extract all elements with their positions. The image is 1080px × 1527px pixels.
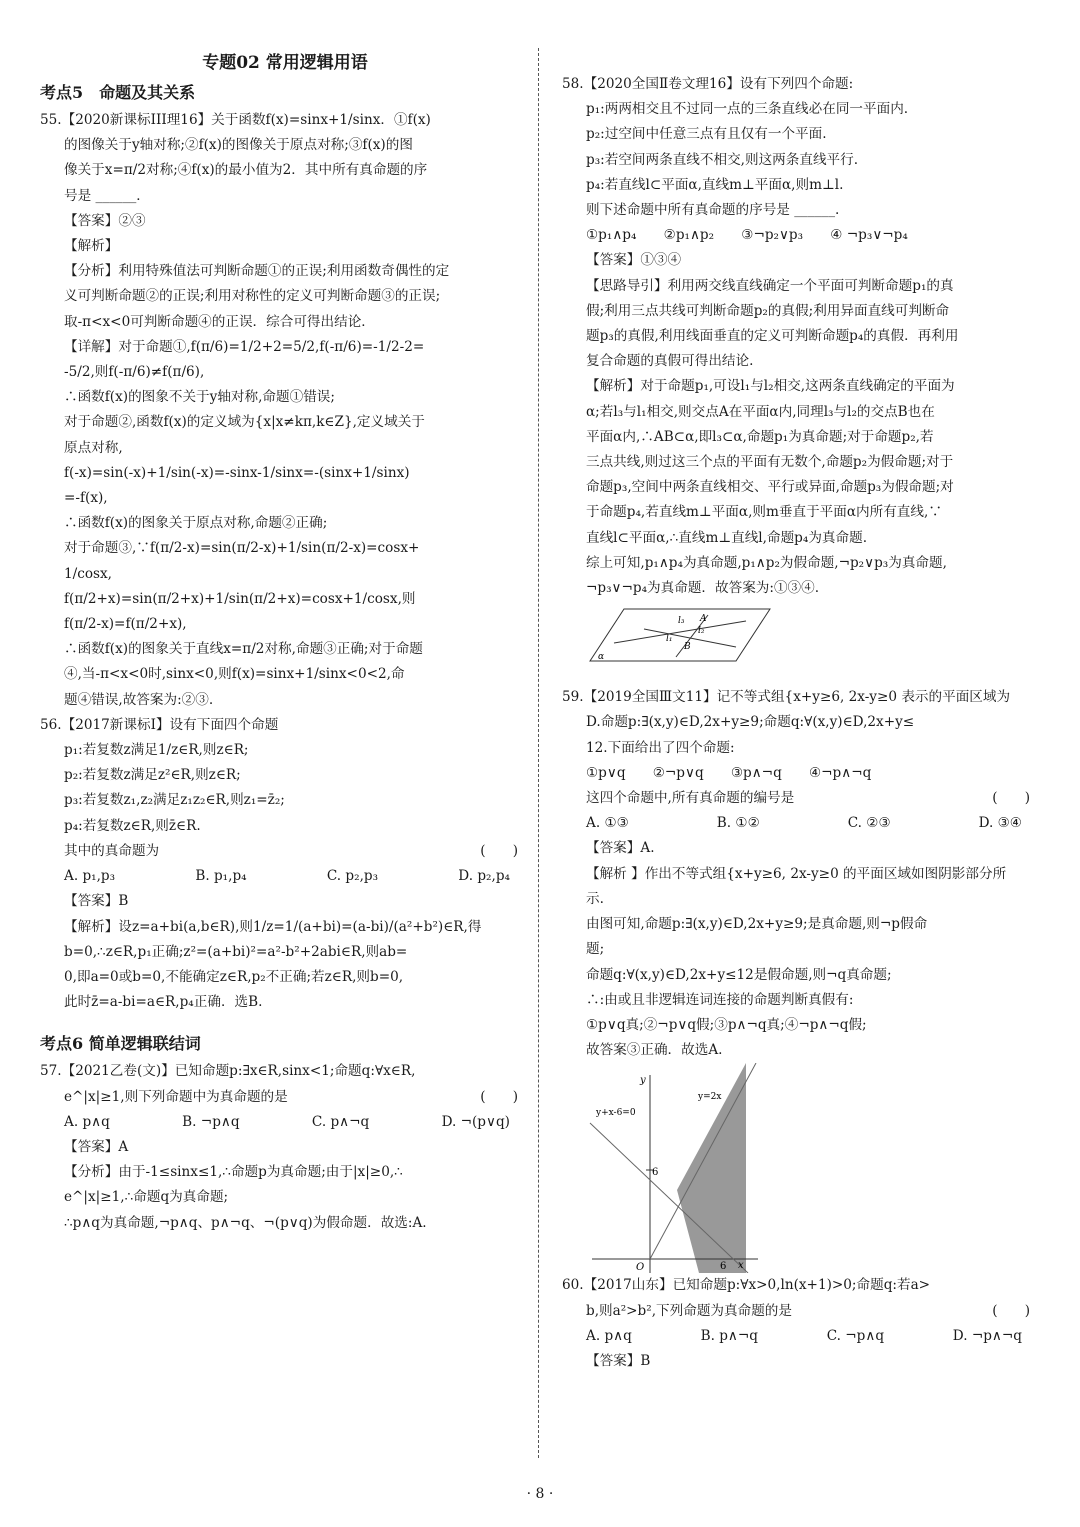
choice-b: B. ①② <box>716 815 760 832</box>
q56-solution: 此时z̄=a-bi=a∈R,p₄正确．选B. <box>64 994 263 1011</box>
q57-solution: 【分析】由于-1≤sinx≤1,∴命题p为真命题;由于|x|≥0,∴ <box>64 1164 403 1181</box>
q55-stem: 55.【2020新课标III理16】关于函数f(x)=sinx+1/sinx．①f(x) <box>40 112 431 128</box>
q59-solution: 题; <box>586 941 605 958</box>
label-l3: l₃ <box>678 616 685 627</box>
label-b: B <box>684 642 691 653</box>
q58-line: 【解析】对于命题p₁,可设l₁与l₂相交,这两条直线确定的平面为 <box>586 378 955 395</box>
q55-line: 1/cosx, <box>64 565 112 582</box>
question-57 <box>40 1059 530 1235</box>
q59-ask-row <box>562 786 1042 811</box>
q57-answer-paren: ( ) <box>480 1088 518 1105</box>
origin-label: O <box>636 1262 645 1274</box>
q57-ask-row <box>40 1085 530 1110</box>
choice-a: A. ①③ <box>586 815 629 832</box>
q59-stem: 59.【2019全国Ⅲ文11】记不等式组{x+y≥6, 2x-y≥0 表示的平面区域为 <box>562 689 1011 706</box>
page-title: 专题02 常用逻辑用语 <box>202 53 368 73</box>
q58-line: 【思路导引】利用两交线直线确定一个平面可判断命题p₁的真 <box>586 277 954 294</box>
q55-line: ∴函数f(x)的图象关于直线x=π/2对称,命题③正确;对于命题 <box>64 641 423 658</box>
q57-choices <box>40 1110 530 1135</box>
axis-x-label: x <box>738 1260 744 1272</box>
q58-line: 命题p₃,空间中两条直线相交、平行或异面,命题p₃为假命题;对 <box>586 479 954 496</box>
q55-line: 对于命题②,函数f(x)的定义域为{x|x≠kπ,k∈Z},定义域关于 <box>64 414 425 431</box>
choice-d: D. p₂,p₄ <box>458 868 510 885</box>
q59-ask: 这四个命题中,所有真命题的编号是 <box>586 790 795 807</box>
q55-line: f(-x)=sin(-x)+1/sin(-x)=-sinx-1/sinx=-(sinx+1/sinx) <box>64 464 410 481</box>
q59-line: D.命题p:∃(x,y)∈D,2x+y≥9;命题q:∀(x,y)∈D,2x+y≤ <box>586 714 915 731</box>
q59-solution: 命题q:∀(x,y)∈D,2x+y≤12是假命题,则¬q真命题; <box>586 966 892 983</box>
q58-line: 复合命题的真假可得出结论. <box>586 353 754 370</box>
q57-answer: 【答案】A <box>64 1138 129 1155</box>
label-alpha: α <box>598 652 605 663</box>
q59-solution: 【解析 】作出不等式组{x+y≥6, 2x-y≥0 的平面区域如图阴影部分所 <box>586 865 1007 882</box>
q55-line: -5/2,则f(-π/6)≠f(π/6), <box>64 364 205 381</box>
q57-solution: e^|x|≥1,∴命题q为真命题; <box>64 1189 229 1206</box>
choice-a: A. p₁,p₃ <box>64 868 116 885</box>
choice-d: D. ¬p∧¬q <box>952 1327 1022 1344</box>
q58-line: 综上可知,p₁∧p₄为真命题,p₁∧p₂为假命题,¬p₂∨p₃为真命题, <box>586 554 947 571</box>
choice-b: B. ¬p∧q <box>182 1113 240 1130</box>
q55-line: 原点对称, <box>64 439 123 456</box>
choice-c: C. ②③ <box>847 815 891 832</box>
tick-x-6: 6 <box>720 1261 727 1273</box>
q56-proposition: p₃:若复数z₁,z₂满足z₁z₂∈R,则z₁=z̄₂; <box>64 792 285 809</box>
question-55 <box>40 108 530 713</box>
q60-answer-paren: ( ) <box>992 1302 1030 1319</box>
q57-ask: e^|x|≥1,则下列命题中为真命题的是 <box>64 1088 288 1105</box>
q60-ask: b,则a²>b²,下列命题为真命题的是 <box>586 1302 792 1319</box>
question-58 <box>562 72 1042 671</box>
q58-line: 题p₃的真假,利用线面垂直的定义可判断命题p₄的真假．再利用 <box>586 328 959 345</box>
q56-choices <box>40 864 530 889</box>
q55-line: 对于命题③,∵f(π/2-x)=sin(π/2-x)+1/sin(π/2-x)=cosx+ <box>64 540 420 557</box>
choice-a: A. p∧q <box>586 1327 632 1344</box>
choice-b: B. p∧¬q <box>700 1327 758 1344</box>
q58-line: 三点共线,则过这三个点的平面有无数个,命题p₂为假命题;对于 <box>586 454 954 471</box>
section-heading-6: 考点6 简单逻辑联结词 <box>40 1034 201 1054</box>
q56-ask-row <box>40 839 530 864</box>
plane-lines-figure <box>586 601 776 671</box>
choice-d: D. ¬(p∨q) <box>441 1113 510 1130</box>
q56-proposition: p₄:若复数z∈R,则z̄∈R. <box>64 817 201 834</box>
q59-line: 12.下面给出了四个命题: <box>586 739 735 756</box>
right-column <box>562 72 1042 1374</box>
q56-answer: 【答案】B <box>64 893 129 910</box>
line-label-y2x: y=2x <box>698 1092 722 1103</box>
feasible-region-graph <box>586 1063 766 1273</box>
q59-answer-paren: ( ) <box>992 790 1030 807</box>
choice-c: C. ¬p∧q <box>826 1327 885 1344</box>
q58-line: p₄:若直线l⊂平面α,直线m⊥平面α,则m⊥l. <box>586 176 844 193</box>
q59-solution: 故答案③正确．故选A. <box>586 1042 723 1059</box>
q56-solution: 0,即a=0或b=0,不能确定z∈R,p₂不正确;若z∈R,则b=0, <box>64 968 404 985</box>
q55-line: ④,当-π<x<0时,sinx<0,则f(x)=sinx+1/sinx<0<2,命 <box>64 666 405 683</box>
q60-answer: 【答案】B <box>586 1352 651 1369</box>
q58-answer: 【答案】①③④ <box>586 252 682 269</box>
q55-line: f(π/2+x)=sin(π/2+x)+1/sin(π/2+x)=cosx+1/cosx,则 <box>64 590 416 607</box>
q59-solution: 示. <box>586 890 604 907</box>
page-number: · 8 · <box>526 1486 554 1502</box>
q58-line: α;若l₃与l₁相交,则交点A在平面α内,同理l₃与l₂的交点B也在 <box>586 403 935 420</box>
section-heading-5: 考点5 命题及其关系 <box>40 83 196 102</box>
q59-solution: 由图可知,命题p:∃(x,y)∈D,2x+y≥9;是真命题,则¬p假命 <box>586 916 928 933</box>
q57-stem: 57.【2021乙卷(文)】已知命题p:∃x∈R,sinx<1;命题q:∀x∈R, <box>40 1063 416 1080</box>
axis-y-label: y <box>640 1075 646 1087</box>
question-56 <box>40 713 530 1015</box>
q55-line: 取-π<x<0可判断命题④的正误．综合可得出结论． <box>64 313 375 330</box>
q56-proposition: p₁:若复数z满足1/z∈R,则z∈R; <box>64 742 249 759</box>
q56-ask: 其中的真命题为 <box>64 842 160 859</box>
q58-stem: 58.【2020全国Ⅱ卷文理16】设有下列四个命题: <box>562 76 854 92</box>
q58-line: 直线l⊂平面α,∴直线m⊥直线l,命题p₄为真命题. <box>586 529 868 546</box>
q58-line: 则下述命题中所有真命题的序号是 ______. <box>586 202 840 219</box>
q60-ask-row <box>562 1299 1042 1324</box>
label-l1: l₁ <box>666 634 673 645</box>
column-divider <box>538 48 539 1458</box>
q55-line: ∴函数f(x)的图象关于原点对称,命题②正确; <box>64 515 328 532</box>
left-column <box>40 78 530 1236</box>
question-60 <box>562 1273 1042 1374</box>
q56-proposition: p₂:若复数z满足z²∈R,则z∈R; <box>64 767 241 784</box>
choice-c: C. p₂,p₃ <box>326 868 379 885</box>
q55-line: 【分析】利用特殊值法可判断命题①的正误;利用函数奇偶性的定 <box>64 263 450 280</box>
q58-line: p₂:过空间中任意三点有且仅有一个平面. <box>586 126 827 143</box>
q58-line: 假;利用三点共线可判断命题p₂的真假;利用异面直线可判断命 <box>586 302 950 319</box>
q58-options: ①p₁∧p₄ ②p₁∧p₂ ③¬p₂∨p₃ ④ ¬p₃∨¬p₄ <box>586 227 908 244</box>
q55-analysis-label: 【解析】 <box>64 238 119 255</box>
line-label-xy6: y+x-6=0 <box>596 1108 636 1119</box>
q58-line: p₃:若空间两条直线不相交,则这两条直线平行. <box>586 151 859 168</box>
q55-line: 题④错误,故答案为:②③. <box>64 691 214 708</box>
q56-solution: 【解析】设z=a+bi(a,b∈R),则1/z=1/(a+bi)=(a-bi)/(a²+b²)∈R,得 <box>64 918 482 935</box>
q59-options: ①p∨q ②¬p∨q ③p∧¬q ④¬p∧¬q <box>586 764 872 781</box>
choice-d: D. ③④ <box>978 815 1022 832</box>
q55-line: 义可判断命题②的正误;利用对称性的定义可判断命题③的正误; <box>64 288 441 305</box>
label-l2: l₂ <box>698 626 705 637</box>
q55-line: f(π/2-x)=f(π/2+x), <box>64 616 187 633</box>
label-a: A <box>700 614 707 625</box>
q56-stem: 56.【2017新课标Ⅰ】设有下面四个命题 <box>40 716 279 733</box>
tick-y-6: 6 <box>652 1167 659 1179</box>
q60-choices <box>562 1324 1042 1349</box>
q58-line: ¬p₃∨¬p₄为真命题．故答案为:①③④. <box>586 580 820 597</box>
q59-answer: 【答案】A. <box>586 840 655 857</box>
q58-line: 平面α内,∴AB⊂α,即l₃⊂α,命题p₁为真命题;对于命题p₂,若 <box>586 428 934 445</box>
choice-c: C. p∧¬q <box>311 1113 370 1130</box>
q55-line: =-f(x), <box>64 490 108 507</box>
choice-a: A. p∧q <box>64 1113 110 1130</box>
q59-choices <box>562 811 1042 836</box>
q55-answer: 【答案】②③ <box>64 212 146 229</box>
q55-line: 像关于x=π/2对称;④f(x)的最小值为2．其中所有真命题的序 <box>64 162 428 179</box>
q55-line: 号是 ______． <box>64 187 150 204</box>
q56-solution: b=0,∴z∈R,p₁正确;z²=(a+bi)²=a²-b²+2abi∈R,则ab= <box>64 943 408 960</box>
q55-line: ∴函数f(x)的图象不关于y轴对称,命题①错误; <box>64 389 335 406</box>
q55-line: 【详解】对于命题①,f(π/6)=1/2+2=5/2,f(-π/6)=-1/2-2= <box>64 338 425 355</box>
q60-stem: 60.【2017山东】已知命题p:∀x>0,ln(x+1)>0;命题q:若a> <box>562 1277 931 1294</box>
q56-answer-paren: ( ) <box>480 842 518 859</box>
question-59 <box>562 685 1042 1273</box>
q55-line: 的图像关于y轴对称;②f(x)的图像关于原点对称;③f(x)的图 <box>64 137 413 154</box>
q59-solution: ∴:由或且非逻辑连词连接的命题判断真假有: <box>586 991 854 1008</box>
q58-line: 于命题p₄,若直线m⊥平面α,则m垂直于平面α内所有直线,∵ <box>586 504 942 521</box>
q59-solution: ①p∨q真;②¬p∨q假;③p∧¬q真;④¬p∧¬q假; <box>586 1016 867 1033</box>
choice-b: B. p₁,p₄ <box>195 868 247 885</box>
q58-line: p₁:两两相交且不过同一点的三条直线必在同一平面内. <box>586 101 909 118</box>
q57-solution: ∴p∧q为真命题,¬p∧q、p∧¬q、¬(p∨q)为假命题．故选:A. <box>64 1214 427 1231</box>
